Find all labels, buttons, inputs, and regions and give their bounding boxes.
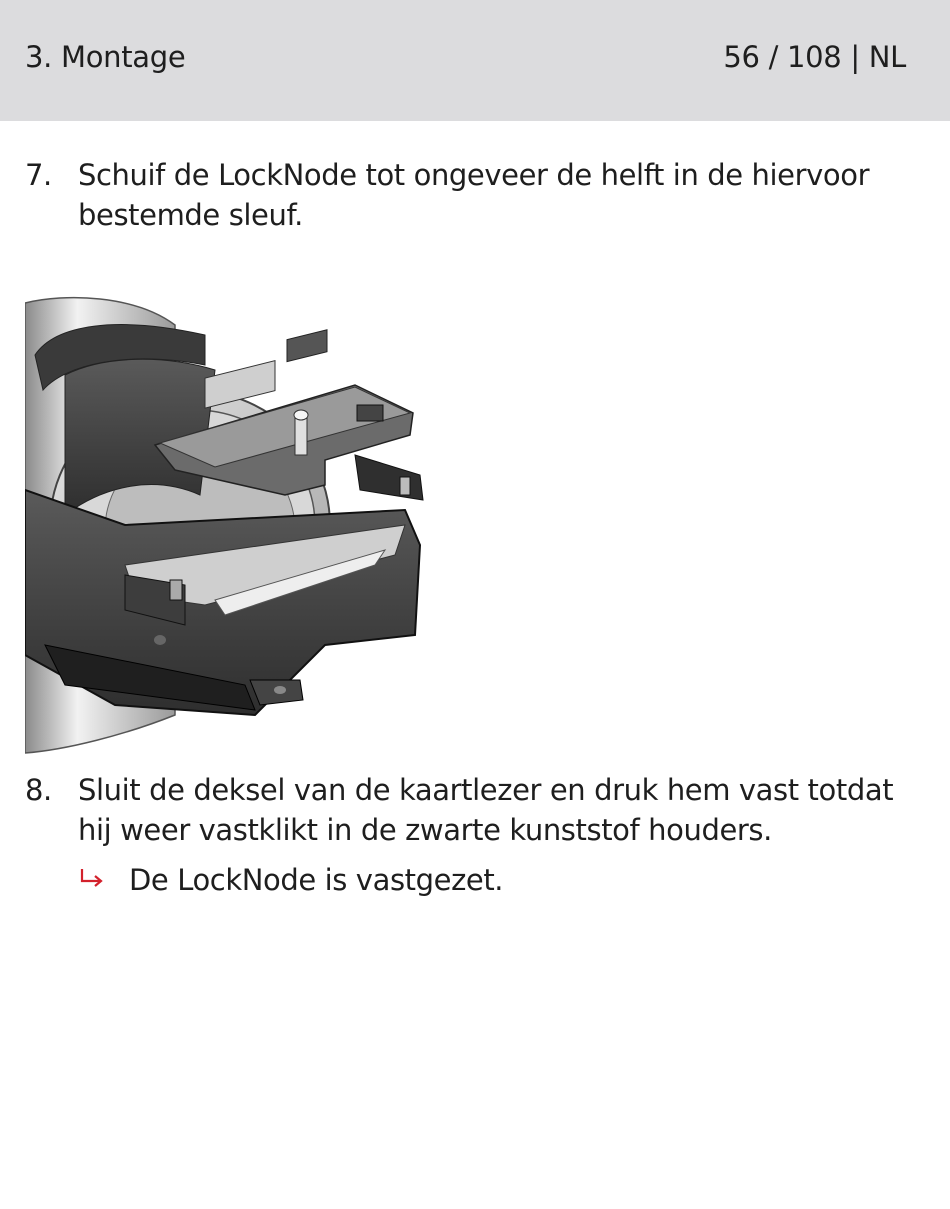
- step-text: Schuif de LockNode tot ongeveer de helft in de hiervoor bestemde sleuf.: [78, 158, 870, 232]
- section-title: 3. Montage: [25, 40, 186, 74]
- locknode-illustration: [25, 295, 435, 755]
- result-arrow-icon: [78, 860, 118, 900]
- page-indicator: 56 / 108 | NL: [723, 40, 906, 74]
- step-8: [25, 770, 920, 855]
- result-text: De LockNode is vastgezet.: [129, 863, 504, 897]
- step-number: 7.: [25, 158, 52, 192]
- page-header: [0, 0, 950, 121]
- step-text: Sluit de deksel van de kaartlezer en druk hem vast totdat hij weer vastklikt in de zwarte kunststof houders.: [78, 773, 894, 847]
- step-7: [25, 155, 920, 240]
- step-number: 8.: [25, 773, 52, 807]
